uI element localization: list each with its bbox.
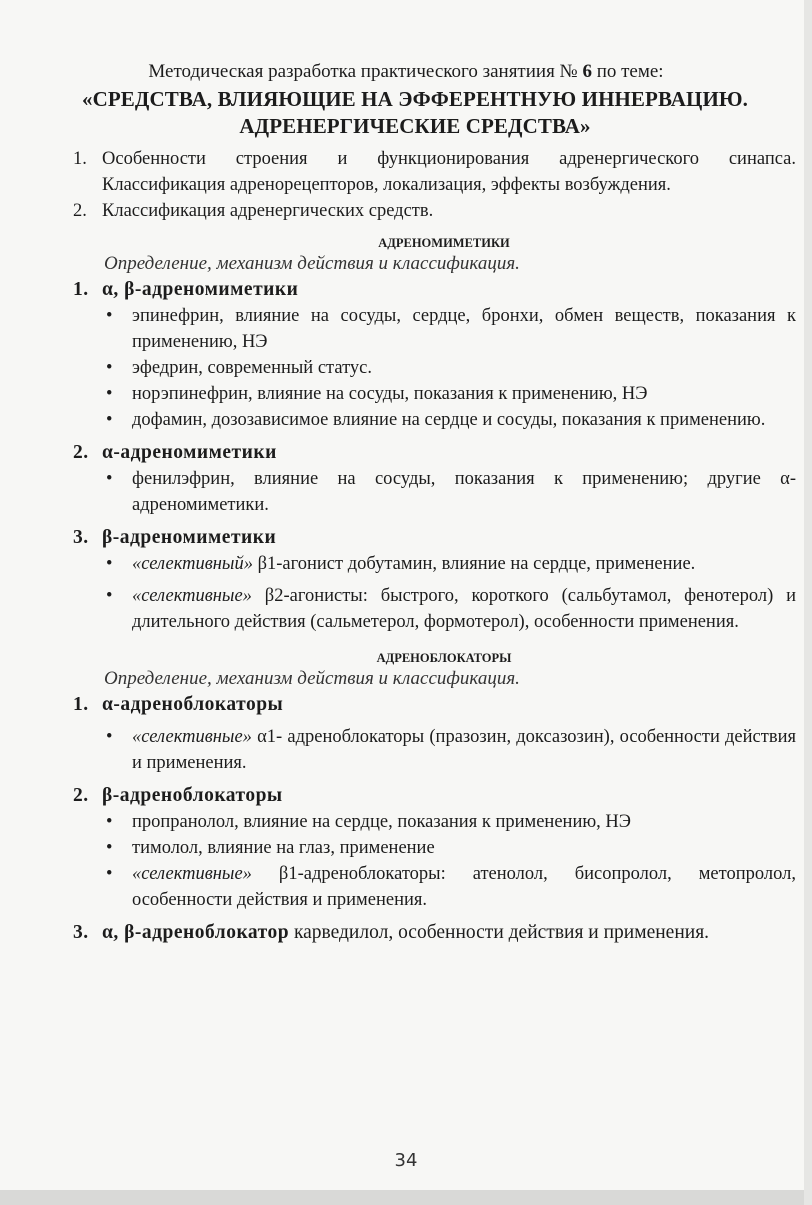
selective-label: «селективные»: [132, 864, 252, 884]
item-text: β2-агонисты: быстрого, короткого (сальбутамол, фенотерол) и длительного действия (сальметерол, формотерол), особенности применения.: [132, 586, 796, 632]
list-item: [40, 724, 796, 776]
category-description: карведилол, особенности действия и применения.: [289, 922, 710, 943]
category-number: 3.: [73, 922, 89, 943]
category-title: β-адреномиметики: [102, 527, 277, 548]
category-heading: [40, 524, 796, 551]
list-item: [40, 861, 796, 913]
category-title: α, β-адреноблокатор: [102, 922, 290, 943]
section-definition: Определение, механизм действия и классификация.: [104, 668, 520, 689]
question-item: [40, 146, 796, 198]
question-item: [40, 198, 796, 224]
section-heading-mimetics: АДРЕНОМИМЕТИКИ: [378, 236, 510, 250]
category-title: α-адреноблокаторы: [102, 694, 284, 715]
page-number: 34: [394, 1150, 418, 1171]
intro-suffix: по теме:: [591, 61, 664, 82]
list-item: • пропранолол, влияние на сердце, показания к применению, НЭ: [40, 809, 796, 835]
category-number: 1.: [73, 694, 89, 715]
category-heading: [40, 691, 796, 718]
list-item: • тимолол, влияние на глаз, применение: [40, 835, 796, 861]
category-heading: [40, 782, 796, 809]
lesson-title: [40, 86, 790, 140]
lesson-content: [40, 146, 796, 946]
category-title: β-адреноблокаторы: [102, 785, 283, 806]
category-number: 2.: [73, 785, 89, 806]
section-heading-blockers: АДРЕНОБЛОКАТОРЫ: [376, 651, 512, 665]
question-number: 1.: [73, 149, 87, 169]
category-title: α, β-адреномиметики: [102, 279, 299, 300]
category-title: α-адреномиметики: [102, 442, 277, 463]
selective-label: «селективные»: [132, 727, 252, 747]
selective-label: «селективные»: [132, 586, 252, 606]
question-text: Особенности строения и функционирования адренергического синапса. Классификация адренорецепторов, локализация, эффекты возбуждения.: [102, 149, 796, 195]
list-item: • эфедрин, современный статус.: [40, 355, 796, 381]
intro-line: [0, 60, 812, 84]
category-number: 1.: [73, 279, 89, 300]
section-definition: Определение, механизм действия и классификация.: [104, 253, 520, 274]
intro-prefix: Методическая разработка практического занятиия №: [148, 61, 583, 82]
scan-right-edge: [804, 0, 812, 1205]
list-item: [40, 583, 796, 635]
category-heading: [40, 276, 796, 303]
list-item: • эпинефрин, влияние на сосуды, сердце, бронхи, обмен веществ, показания к применению, НЭ: [40, 303, 796, 355]
title-line-1: «СРЕДСТВА, ВЛИЯЮЩИЕ НА ЭФФЕРЕНТНУЮ ИННЕРВАЦИЮ.: [82, 87, 748, 111]
category-number: 2.: [73, 442, 89, 463]
list-item: • норэпинефрин, влияние на сосуды, показания к применению, НЭ: [40, 381, 796, 407]
list-item: • фенилэфрин, влияние на сосуды, показания к применению; другие α-адреномиметики.: [40, 466, 796, 518]
list-item: [40, 551, 796, 577]
selective-label: «селективный»: [132, 554, 253, 574]
item-text: β1-агонист добутамин, влияние на сердце, применение.: [252, 554, 696, 574]
question-number: 2.: [73, 201, 87, 221]
category-heading: [40, 919, 796, 946]
question-text: Классификация адренергических средств.: [102, 201, 434, 221]
scan-bottom-edge: [0, 1190, 812, 1205]
lesson-number: 6: [582, 61, 592, 82]
list-item: • дофамин, дозозависимое влияние на сердце и сосуды, показания к применению.: [40, 407, 796, 433]
item-text: β1-адреноблокаторы: атенолол, бисопролол, метопролол, особенности действия и применения.: [132, 864, 796, 910]
category-heading: [40, 439, 796, 466]
item-text: α1- адреноблокаторы (празозин, доксазозин), особенности действия и применения.: [132, 727, 796, 773]
category-number: 3.: [73, 527, 89, 548]
title-line-2: АДРЕНЕРГИЧЕСКИЕ СРЕДСТВА»: [239, 114, 591, 138]
